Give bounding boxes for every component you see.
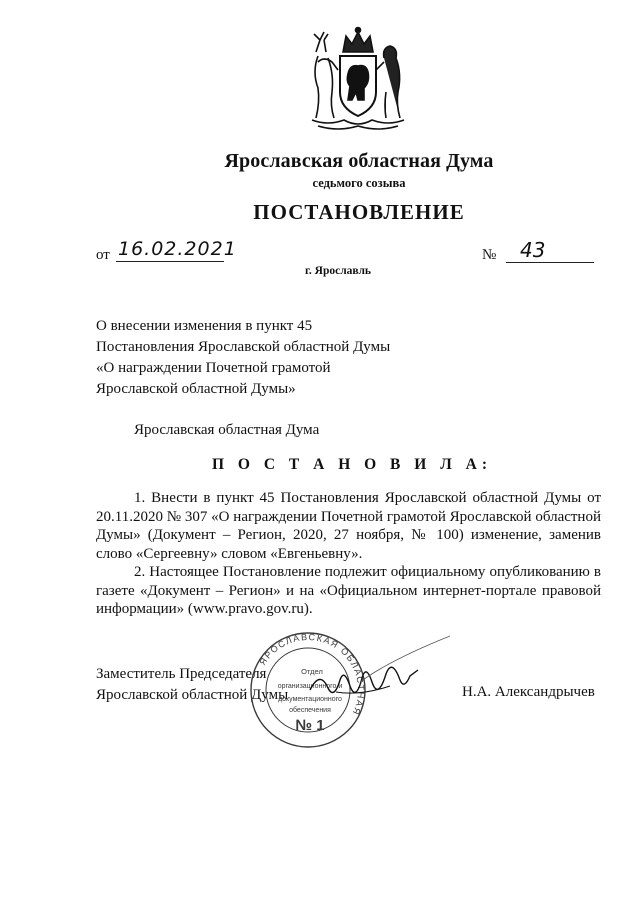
coat-of-arms-icon [298, 22, 418, 132]
signatory-name: Н.А. Александрычев [462, 684, 595, 700]
subject-line: О внесении изменения в пункт 45 [96, 318, 313, 334]
position-line: Заместитель Председателя [96, 666, 267, 682]
stamp-line: организационного и [277, 683, 343, 690]
resolved-heading: П О С Т А Н О В И Л А: [211, 456, 492, 473]
city-label: г. Ярославль [304, 265, 372, 277]
subject-line: Ярославской областной Думы» [96, 381, 296, 397]
position-line: Ярославской областной Думы [96, 687, 289, 703]
stamp-line: документационного [278, 696, 342, 703]
subject-block [96, 316, 456, 400]
body-text [96, 489, 601, 619]
subject-line: «О награждении Почетной грамотой [96, 360, 331, 376]
preamble: Ярославская областная Дума [134, 422, 320, 438]
subject-line: Постановления Ярославской областной Думы [96, 339, 391, 355]
stamp-ring-text: ЯРОСЛАВСКАЯ ОБЛАСТНАЯ [257, 631, 367, 718]
org-name: Ярославская областная Дума [224, 150, 494, 172]
stamp-line: Отдел [301, 667, 323, 676]
paragraph: 2. Настоящее Постановление подлежит официальному опубликованию в газете «Документ – Регион» и на «Официальном интернет-портале правовой информации» (www.pravo.gov.ru). [96, 564, 601, 617]
paragraph: 1. Внести в пункт 45 Постановления Ярославской областной Думы от 20.11.2020 № 307 «О награждении Почетной грамотой Ярославской областной Думы» (Документ – Регион, 2020, 27 ноября, № 100) изменение, заменив слово «Сергеевну» словом «Евгеньевну». [96, 490, 601, 562]
convocation-label: седьмого созыва [312, 176, 406, 190]
stamp-line: обеспечения [289, 707, 331, 714]
date-prefix: от [96, 247, 110, 263]
number-handwritten-value: 43 [506, 238, 594, 263]
number-prefix: № [482, 247, 497, 263]
handwritten-signature [300, 630, 480, 720]
date-handwritten-value: 16.02.2021 [118, 238, 237, 260]
stamp-number: № 1 [295, 717, 325, 734]
document-type-title: ПОСТАНОВЛЕНИЕ [253, 200, 465, 224]
